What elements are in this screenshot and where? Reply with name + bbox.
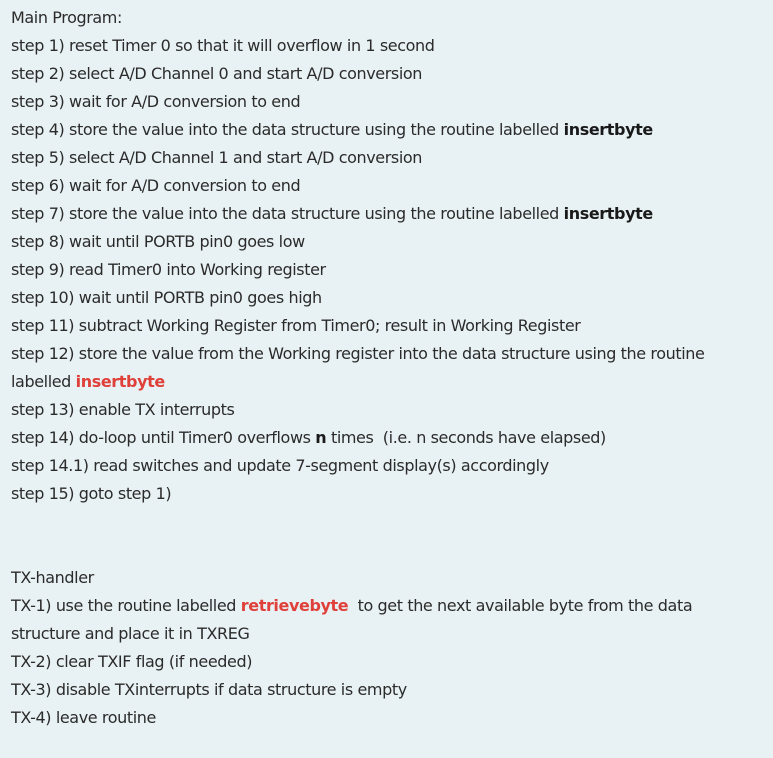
step-7-routine-name: insertbyte bbox=[563, 204, 653, 223]
step-15: step 15) goto step 1) bbox=[11, 484, 172, 503]
step-7 bbox=[11, 200, 761, 228]
step-14-count-variable: n bbox=[315, 428, 327, 447]
step-8: step 8) wait until PORTB pin0 goes low bbox=[11, 232, 305, 251]
step-12-routine-name: insertbyte bbox=[75, 372, 165, 391]
tx-step-2: TX-2) clear TXIF flag (if needed) bbox=[11, 652, 253, 671]
section-spacer bbox=[11, 508, 761, 564]
step-12 bbox=[11, 340, 761, 396]
step-9: step 9) read Timer0 into Working register bbox=[11, 260, 326, 279]
step-3: step 3) wait for A/D conversion to end bbox=[11, 92, 301, 111]
step-4-routine-name: insertbyte bbox=[563, 120, 653, 139]
step-4 bbox=[11, 116, 761, 144]
tx-step-3: TX-3) disable TXinterrupts if data structure is empty bbox=[11, 680, 407, 699]
step-10: step 10) wait until PORTB pin0 goes high bbox=[11, 288, 322, 307]
step-11: step 11) subtract Working Register from Timer0; result in Working Register bbox=[11, 316, 581, 335]
step-1: step 1) reset Timer 0 so that it will overflow in 1 second bbox=[11, 36, 435, 55]
step-14 bbox=[11, 424, 761, 452]
tx-step-1 bbox=[11, 592, 761, 648]
tx-step-1-text: TX-1) use the routine labelled bbox=[11, 596, 241, 615]
step-14-1: step 14.1) read switches and update 7-segment display(s) accordingly bbox=[11, 456, 549, 475]
tx-step-1-text-end: to get the next available byte from the data structure and place it in TXREG bbox=[11, 596, 697, 643]
step-6: step 6) wait for A/D conversion to end bbox=[11, 176, 301, 195]
step-14-text-end: times (i.e. n seconds have elapsed) bbox=[326, 428, 606, 447]
step-4-text: step 4) store the value into the data structure using the routine labelled bbox=[11, 120, 564, 139]
step-7-text: step 7) store the value into the data structure using the routine labelled bbox=[11, 204, 564, 223]
tx-step-4: TX-4) leave routine bbox=[11, 708, 156, 727]
main-program-heading: Main Program: bbox=[11, 8, 122, 27]
step-5: step 5) select A/D Channel 1 and start A/D conversion bbox=[11, 148, 423, 167]
step-12-text: step 12) store the value from the Working register into the data structure using the routine labelled bbox=[11, 344, 705, 391]
step-2: step 2) select A/D Channel 0 and start A/D conversion bbox=[11, 64, 423, 83]
tx-handler-heading: TX-handler bbox=[11, 568, 94, 587]
step-14-text: step 14) do-loop until Timer0 overflows bbox=[11, 428, 316, 447]
tx-step-1-routine-name: retrievebyte bbox=[240, 596, 349, 615]
step-13: step 13) enable TX interrupts bbox=[11, 400, 235, 419]
